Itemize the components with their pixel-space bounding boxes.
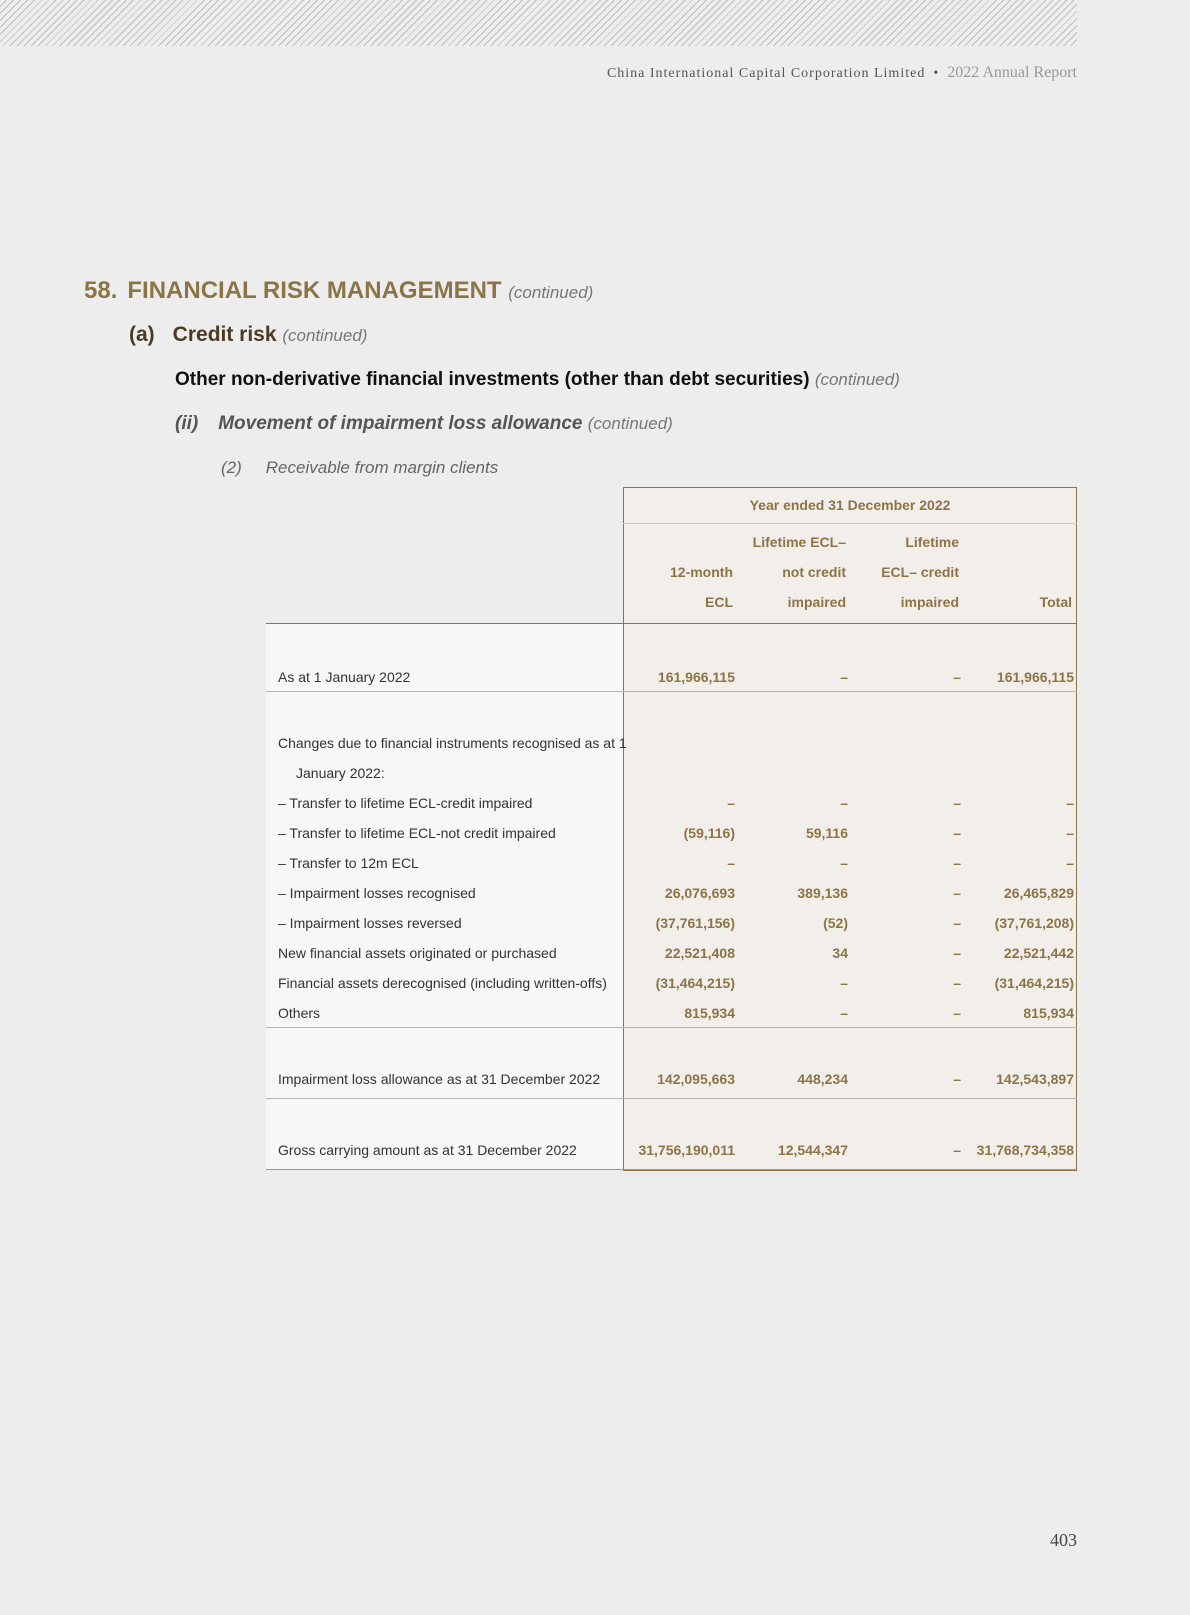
section-continued: (continued)	[508, 283, 594, 302]
row-divider	[266, 691, 1077, 692]
column-header-lifetime-not-impaired: Lifetime ECL– not credit impaired	[752, 534, 846, 610]
table-row: – Transfer to lifetime ECL-credit impaired – – – –	[278, 795, 1074, 811]
section-number: 58.	[84, 277, 118, 304]
item-label: (2)	[221, 458, 242, 477]
period-header: Year ended 31 December 2022	[749, 497, 951, 513]
table-row: Gross carrying amount as at 31 December 2022 31,756,190,011 12,544,347 – 31,768,734,358	[278, 1142, 1074, 1158]
decorative-hatch-band	[0, 0, 1077, 46]
subsubsection-continued: (continued)	[587, 414, 673, 433]
column-header-lifetime-impaired: Lifetime ECL– credit impaired	[881, 534, 959, 610]
subsection-heading	[129, 323, 367, 347]
header-separator: •	[933, 66, 940, 81]
subsubsection-title: Movement of impairment loss allowance	[218, 413, 583, 434]
table-row: Changes due to financial instruments recognised as at 1	[278, 735, 627, 751]
subsubsection-heading	[175, 413, 673, 435]
report-title: 2022 Annual Report	[947, 64, 1077, 81]
subsection-continued: (continued)	[282, 326, 368, 345]
table-row: – Transfer to 12m ECL – – – –	[278, 855, 1074, 871]
table-row: – Impairment losses recognised 26,076,693 389,136 – 26,465,829	[278, 885, 1074, 901]
section-heading	[84, 277, 593, 305]
header-bottom-rule	[266, 623, 1077, 624]
subsection-title: Credit risk	[172, 323, 277, 346]
table-row: – Impairment losses reversed (37,761,156) (52) – (37,761,208)	[278, 915, 1074, 931]
impairment-table	[266, 487, 1077, 1170]
table-row: As at 1 January 2022 161,966,115 – – 161,966,115	[278, 669, 1074, 685]
subsubsection-label: (ii)	[175, 413, 199, 434]
table-bottom-rule	[266, 1169, 1077, 1170]
item-heading	[221, 458, 498, 478]
period-header-divider	[623, 523, 1077, 524]
table-row: Others 815,934 – – 815,934	[278, 1005, 1074, 1021]
subheading-continued: (continued)	[814, 370, 900, 389]
page-number: 403	[1050, 1530, 1077, 1550]
section-title: FINANCIAL RISK MANAGEMENT	[127, 277, 502, 304]
table-row: Impairment loss allowance as at 31 December 2022 142,095,663 448,234 – 142,543,897	[278, 1071, 1074, 1087]
table-row: Financial assets derecognised (including written-offs) (31,464,215) – – (31,464,215)	[278, 975, 1074, 991]
running-header	[607, 64, 1077, 82]
company-name: China International Capital Corporation Limited	[606, 66, 926, 81]
subsection-label: (a)	[129, 323, 155, 346]
subheading-title: Other non-derivative financial investments (other than debt securities)	[175, 369, 810, 390]
column-header-12m-ecl: 12-month ECL	[670, 564, 733, 610]
table-row: – Transfer to lifetime ECL-not credit impaired (59,116) 59,116 – –	[278, 825, 1074, 841]
item-title: Receivable from margin clients	[265, 458, 499, 477]
row-divider	[266, 1098, 1077, 1099]
table-row: January 2022:	[296, 765, 385, 781]
subheading	[175, 369, 900, 391]
column-header-total: Total	[1039, 594, 1072, 610]
table-row: New financial assets originated or purchased 22,521,408 34 – 22,521,442	[278, 945, 1074, 961]
row-divider	[266, 1027, 1077, 1028]
